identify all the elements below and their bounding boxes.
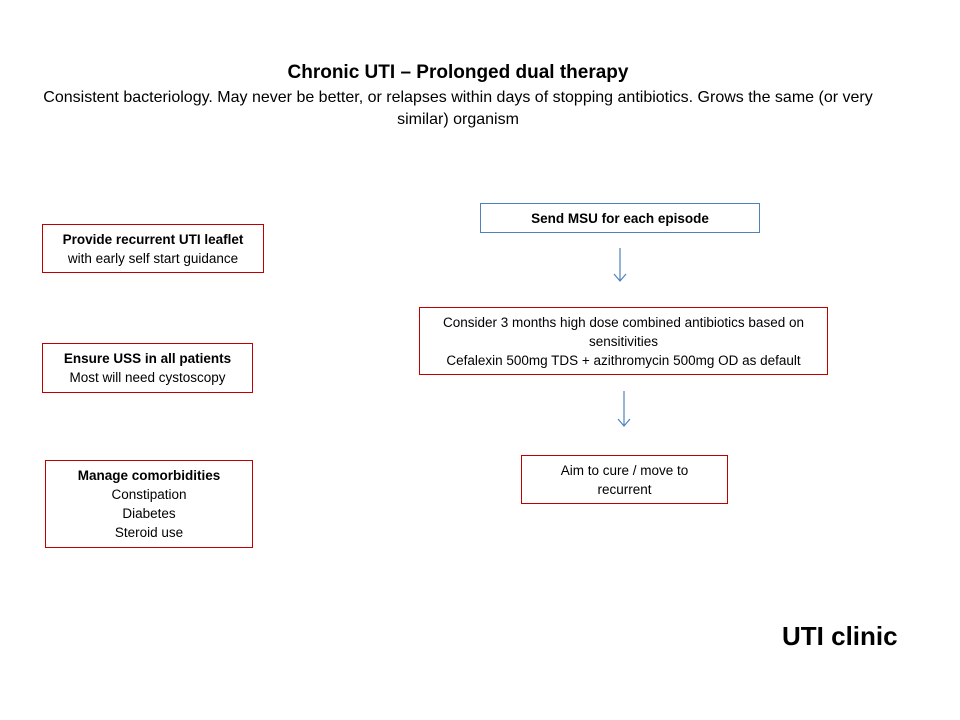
- arrow-down-icon: [616, 391, 632, 429]
- comorbidity-steroid-use: Steroid use: [114, 525, 184, 540]
- comorbidity-constipation: Constipation: [111, 487, 187, 502]
- antibiotics-line-1: Consider 3 months high dose combined antibiotics based on sensitivities: [443, 315, 804, 349]
- leaflet-line: with early self start guidance: [67, 251, 239, 266]
- page-subtitle: Consistent bacteriology. May never be better, or relapses within days of stopping antibiotics. Grows the same (or very similar) organism: [43, 89, 873, 128]
- uss-heading: Ensure USS in all patients: [63, 351, 232, 366]
- page-title: Chronic UTI – Prolonged dual therapy: [287, 62, 629, 83]
- uss-line: Most will need cystoscopy: [69, 370, 226, 385]
- antibiotics-line-2: Cefalexin 500mg TDS + azithromycin 500mg OD as default: [446, 353, 801, 368]
- uss-box: [42, 343, 253, 393]
- aim-to-cure-box: [521, 455, 728, 504]
- leaflet-box: [42, 224, 264, 273]
- aim-to-cure-label: Aim to cure / move to recurrent: [560, 463, 689, 497]
- antibiotics-box: [419, 307, 828, 375]
- comorbidities-box: [45, 460, 253, 548]
- comorbidities-heading: Manage comorbidities: [77, 468, 221, 483]
- send-msu-label: Send MSU for each episode: [531, 211, 709, 226]
- send-msu-box: [480, 203, 760, 233]
- arrow-down-icon: [612, 248, 628, 284]
- comorbidity-diabetes: Diabetes: [122, 506, 176, 521]
- uti-clinic-label: UTI clinic: [782, 621, 898, 651]
- leaflet-heading: Provide recurrent UTI leaflet: [62, 232, 244, 247]
